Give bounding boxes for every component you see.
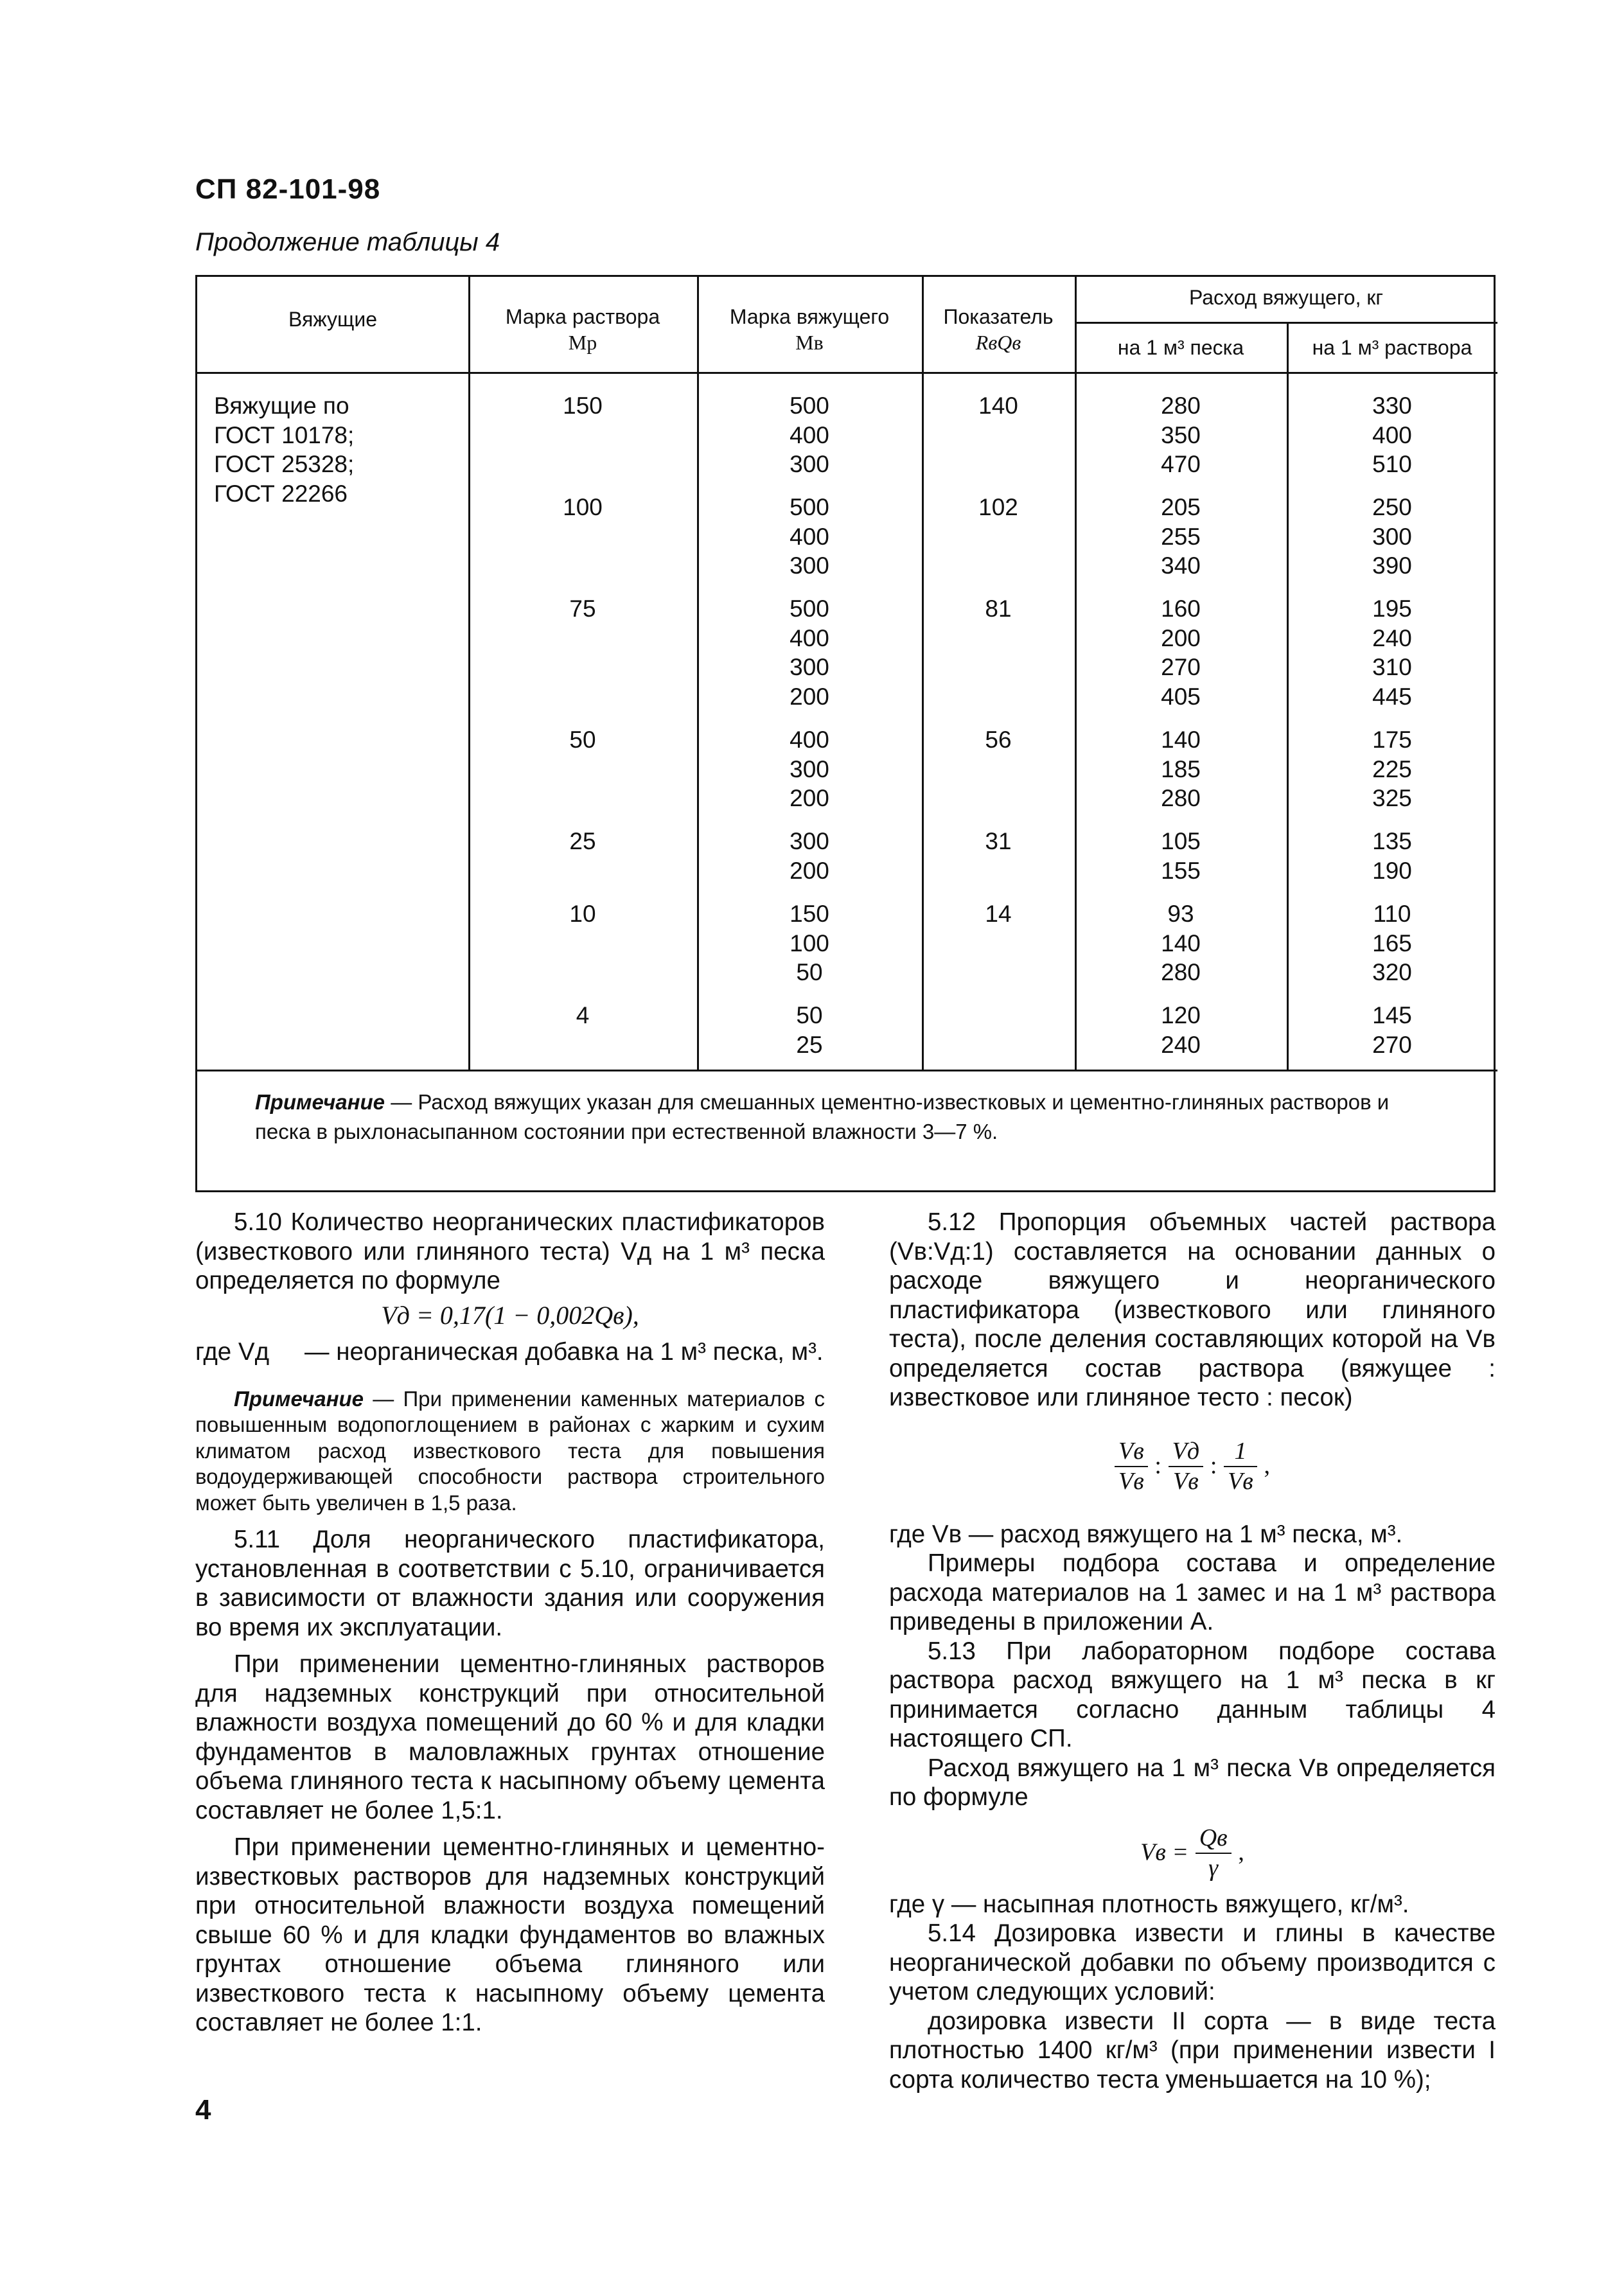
- per-mortar-group: [1287, 594, 1497, 725]
- header-mortar-grade: Марка раствора Мр: [505, 305, 660, 354]
- binder-grade-cell: 300: [790, 828, 829, 854]
- mortar-grade-cell: 10: [569, 901, 596, 927]
- page-number: 4: [195, 2094, 211, 2126]
- binder-grade-cell: 400: [790, 523, 829, 550]
- per-sand-cell: 240: [1161, 1031, 1201, 1058]
- mortar-grade-cell: 50: [569, 727, 596, 753]
- formula-vb-legend: где γ — насыпная плотность вяжущего, кг/м³.: [889, 1890, 1409, 1918]
- per-mortar-cell: 270: [1372, 1031, 1412, 1058]
- per-mortar-cell: 135: [1372, 828, 1412, 854]
- per-sand-cell: 93: [1167, 901, 1194, 927]
- per-mortar-cell: 145: [1372, 1002, 1412, 1028]
- binder-grade-cell: 400: [790, 727, 829, 753]
- formula-vb: Vв = $\frac{Qв}{\gamma}$ ,: [889, 1824, 1496, 1883]
- per-mortar-cell: 325: [1372, 785, 1412, 811]
- per-sand-group: [1075, 391, 1287, 493]
- paragraph-5-11-c: При применении цементно-глиняных и цементно-известковых растворов для надземных конструкций при относительной влажности воздуха помещений свыше 60 % и для кладки фундаментов во влажных грунтах отношение объема глиняного или известкового теста к насыпному объему цемента составляет не более 1:1.: [195, 1833, 825, 2036]
- binder-grade-cell: 200: [790, 785, 829, 811]
- binder-grade-group: [697, 391, 922, 493]
- paragraph-5-11: 5.11 Доля неорганического пластификатора, установленная в соответствии с 5.10, ограничивается в зависимости от влажности здания или сооружения во время их эксплуатации.: [195, 1526, 825, 1641]
- index-cell: [922, 1001, 1075, 1073]
- binder-grade-cell: 150: [790, 901, 829, 927]
- note-label: Примечание: [234, 1386, 364, 1411]
- paragraph-5-10: 5.10 Количество неорганических пластификаторов (известкового или глиняного теста) Vд на 1 м³ песка определяется по формуле: [195, 1208, 825, 1294]
- per-mortar-cell: 510: [1372, 451, 1412, 477]
- per-sand-group: [1075, 594, 1287, 725]
- binder-grade-cell: 50: [796, 959, 823, 985]
- paragraph-5-13-b: Расход вяжущего на 1 м³ песка Vв определяется по формуле: [889, 1754, 1496, 1811]
- per-mortar-cell: 390: [1372, 552, 1412, 579]
- per-mortar-cell: 320: [1372, 959, 1412, 985]
- per-mortar-cell: 330: [1372, 392, 1412, 419]
- per-sand-column: [1075, 391, 1287, 1073]
- binder-name-line: ГОСТ 22266: [214, 480, 348, 507]
- header-per-sand: на 1 м³ песка: [1117, 336, 1244, 359]
- per-sand-cell: 340: [1161, 552, 1201, 579]
- per-mortar-cell: 240: [1372, 624, 1412, 651]
- per-mortar-cell: 110: [1373, 901, 1411, 927]
- left-text-column: [195, 1208, 825, 2038]
- table-note: [255, 1088, 1443, 1147]
- binder-grade-group: [697, 827, 922, 899]
- paragraph-5-12-b: Примеры подбора состава и определение расхода материалов на 1 замес и на 1 м³ раствора приведены в приложении А.: [889, 1549, 1496, 1635]
- per-mortar-cell: 175: [1372, 727, 1412, 753]
- index-column: [922, 391, 1075, 1073]
- formula-proportion: $\frac{Vв}{Vв}$ : $\frac{Vд}{Vв}$ : $\frac{1}{Vв}$ ,: [889, 1437, 1496, 1497]
- mortar-grade-cell: 25: [569, 828, 596, 854]
- binder-grade-cell: 25: [796, 1031, 823, 1058]
- legend-text: — неорганическая добавка на 1 м³ песка, м³.: [304, 1338, 824, 1366]
- binder-grade-cell: 500: [790, 392, 829, 419]
- table-divider: [1075, 322, 1497, 324]
- binder-consumption-table: [195, 275, 1496, 1192]
- header-per-mortar: на 1 м³ раствора: [1312, 336, 1472, 359]
- mortar-grade-cell: 4: [576, 1002, 590, 1028]
- index-cell: 14: [985, 901, 1012, 927]
- binder-name-cell: [214, 391, 458, 508]
- per-mortar-group: [1287, 1001, 1497, 1073]
- formula-legend: [195, 1337, 825, 1367]
- per-mortar-column: [1287, 391, 1497, 1073]
- binder-grade-group: [697, 594, 922, 725]
- binder-grade-group: [697, 725, 922, 827]
- per-sand-cell: 105: [1161, 828, 1201, 854]
- mortar-grade-cell: 150: [563, 392, 603, 419]
- paragraph-5-11-b: При применении цементно-глиняных растворов для надземных конструкций при относительной влажности воздуха помещений до 60 % и для кладки фундаментов в маловлажных грунтах отношение объема глиняного теста к насыпному объему цемента составляет не более 1,5:1.: [195, 1650, 825, 1824]
- header-index: Показатель RвQв: [943, 305, 1054, 354]
- fraction: $\frac{Vв}{Vв}$: [1115, 1437, 1148, 1497]
- per-sand-cell: 470: [1161, 451, 1201, 477]
- per-sand-cell: 140: [1161, 930, 1201, 956]
- fraction: $\frac{Vд}{Vв}$: [1169, 1437, 1203, 1497]
- binder-grade-cell: 300: [790, 451, 829, 477]
- per-sand-cell: 155: [1161, 857, 1201, 884]
- paragraph-5-13: 5.13 При лабораторном подборе состава раствора расход вяжущего на 1 м³ песка в кг принимается согласно данным таблицы 4 настоящего СП.: [889, 1637, 1496, 1752]
- per-sand-cell: 255: [1161, 523, 1201, 550]
- binder-grade-column: [697, 391, 922, 1073]
- binder-grade-group: [697, 493, 922, 594]
- per-sand-cell: 270: [1161, 654, 1201, 680]
- index-cell: 31: [985, 828, 1012, 854]
- per-sand-cell: 405: [1161, 683, 1201, 710]
- per-mortar-group: [1287, 827, 1497, 899]
- per-sand-group: [1075, 827, 1287, 899]
- per-sand-cell: 350: [1161, 421, 1201, 448]
- index-cell: 81: [985, 595, 1012, 622]
- index-cell: 140: [978, 392, 1018, 419]
- per-mortar-cell: 225: [1372, 755, 1412, 782]
- per-mortar-cell: 250: [1372, 494, 1412, 520]
- binder-name-line: ГОСТ 25328;: [214, 451, 355, 477]
- header-binder-grade: Марка вяжущего Мв: [729, 305, 890, 354]
- table-note-text: — Расход вяжущих указан для смешанных цементно-известковых и цементно-глиняных растворов и песка в рыхлонасыпанном состоянии при естественной влажности 3—7 %.: [255, 1090, 1390, 1143]
- per-mortar-cell: 165: [1372, 930, 1412, 956]
- binder-grade-group: [697, 1001, 922, 1073]
- paragraph-5-14-b: дозировка извести II сорта — в виде теста плотностью 1400 кг/м³ (при применении извести I сорта количество теста уменьшается на 10 %);: [889, 2007, 1496, 2093]
- binder-grade-cell: 400: [790, 421, 829, 448]
- mortar-grade-column: [468, 391, 697, 1073]
- formula-vd: Vд = 0,17(1 − 0,002Qв),: [381, 1300, 639, 1330]
- mortar-grade-cell: 75: [569, 595, 596, 622]
- right-text-column: [889, 1208, 1496, 2094]
- binder-grade-cell: 200: [790, 683, 829, 710]
- per-mortar-cell: 300: [1372, 523, 1412, 550]
- per-sand-cell: 120: [1161, 1002, 1201, 1028]
- per-sand-group: [1075, 725, 1287, 827]
- mortar-grade-cell: 100: [563, 494, 603, 520]
- table-note-label: Примечание: [255, 1090, 385, 1114]
- per-sand-cell: 280: [1161, 959, 1201, 985]
- binder-name-line: ГОСТ 10178;: [214, 421, 355, 448]
- per-sand-cell: 280: [1161, 785, 1201, 811]
- per-mortar-group: [1287, 725, 1497, 827]
- binder-name-line: Вяжущие по: [214, 392, 349, 419]
- note-text: — При применении каменных материалов с повышенным водопоглощением в районах с жарким и сухим климатом расход известкового теста для повышения водоудерживающей способности раствора строительного может быть увеличен в 1,5 раза.: [195, 1386, 825, 1515]
- per-mortar-group: [1287, 493, 1497, 594]
- per-sand-cell: 185: [1161, 755, 1201, 782]
- binder-grade-cell: 400: [790, 624, 829, 651]
- binder-grade-cell: 300: [790, 755, 829, 782]
- binder-grade-cell: 100: [790, 930, 829, 956]
- per-sand-group: [1075, 899, 1287, 1001]
- formula-proportion-legend: где Vв — расход вяжущего на 1 м³ песка, м³.: [889, 1520, 1403, 1548]
- binder-grade-cell: 500: [790, 494, 829, 520]
- per-mortar-cell: 400: [1372, 421, 1412, 448]
- paragraph-5-14: 5.14 Дозировка извести и глины в качестве неорганической добавки по объему производится с учетом следующих условий:: [889, 1919, 1496, 2005]
- header-consumption: Расход вяжущего, кг: [1188, 286, 1384, 309]
- binder-grade-cell: 300: [790, 552, 829, 579]
- per-sand-cell: 140: [1161, 727, 1201, 753]
- binder-grade-cell: 500: [790, 595, 829, 622]
- per-sand-group: [1075, 493, 1287, 594]
- per-mortar-group: [1287, 391, 1497, 493]
- binder-grade-group: [697, 899, 922, 1001]
- binder-grade-cell: 300: [790, 654, 829, 680]
- per-sand-cell: 160: [1161, 595, 1201, 622]
- per-mortar-cell: 190: [1372, 857, 1412, 884]
- per-mortar-cell: 310: [1372, 654, 1412, 680]
- per-mortar-cell: 445: [1372, 683, 1412, 710]
- binder-grade-cell: 50: [796, 1002, 823, 1028]
- note-5-10: [195, 1386, 825, 1517]
- per-mortar-group: [1287, 899, 1497, 1001]
- per-sand-group: [1075, 1001, 1287, 1073]
- header-binder: Вяжущие: [288, 308, 378, 331]
- table-continuation-caption: Продолжение таблицы 4: [195, 228, 500, 256]
- paragraph-5-12: 5.12 Пропорция объемных частей раствора (Vв:Vд:1) составляется на основании данных о расходе вяжущего и неорганического пластификатора (известкового или глиняного теста), после деления составляющих которой на Vв определяется состав раствора (вяжущее : известковое или глиняное тесто : песок): [889, 1208, 1496, 1411]
- legend-symbol: где Vд: [195, 1338, 270, 1366]
- index-cell: 56: [985, 727, 1012, 753]
- per-sand-cell: 205: [1161, 494, 1201, 520]
- fraction: $\frac{1}{Vв}$: [1224, 1437, 1257, 1497]
- table-divider: [197, 372, 1497, 374]
- per-mortar-cell: 195: [1372, 595, 1412, 622]
- binder-grade-cell: 200: [790, 857, 829, 884]
- fraction: $\frac{Qв}{\gamma}$: [1196, 1824, 1231, 1883]
- per-sand-cell: 280: [1161, 392, 1201, 419]
- index-cell: 102: [978, 494, 1018, 520]
- document-code: СП 82-101-98: [195, 173, 381, 205]
- per-sand-cell: 200: [1161, 624, 1201, 651]
